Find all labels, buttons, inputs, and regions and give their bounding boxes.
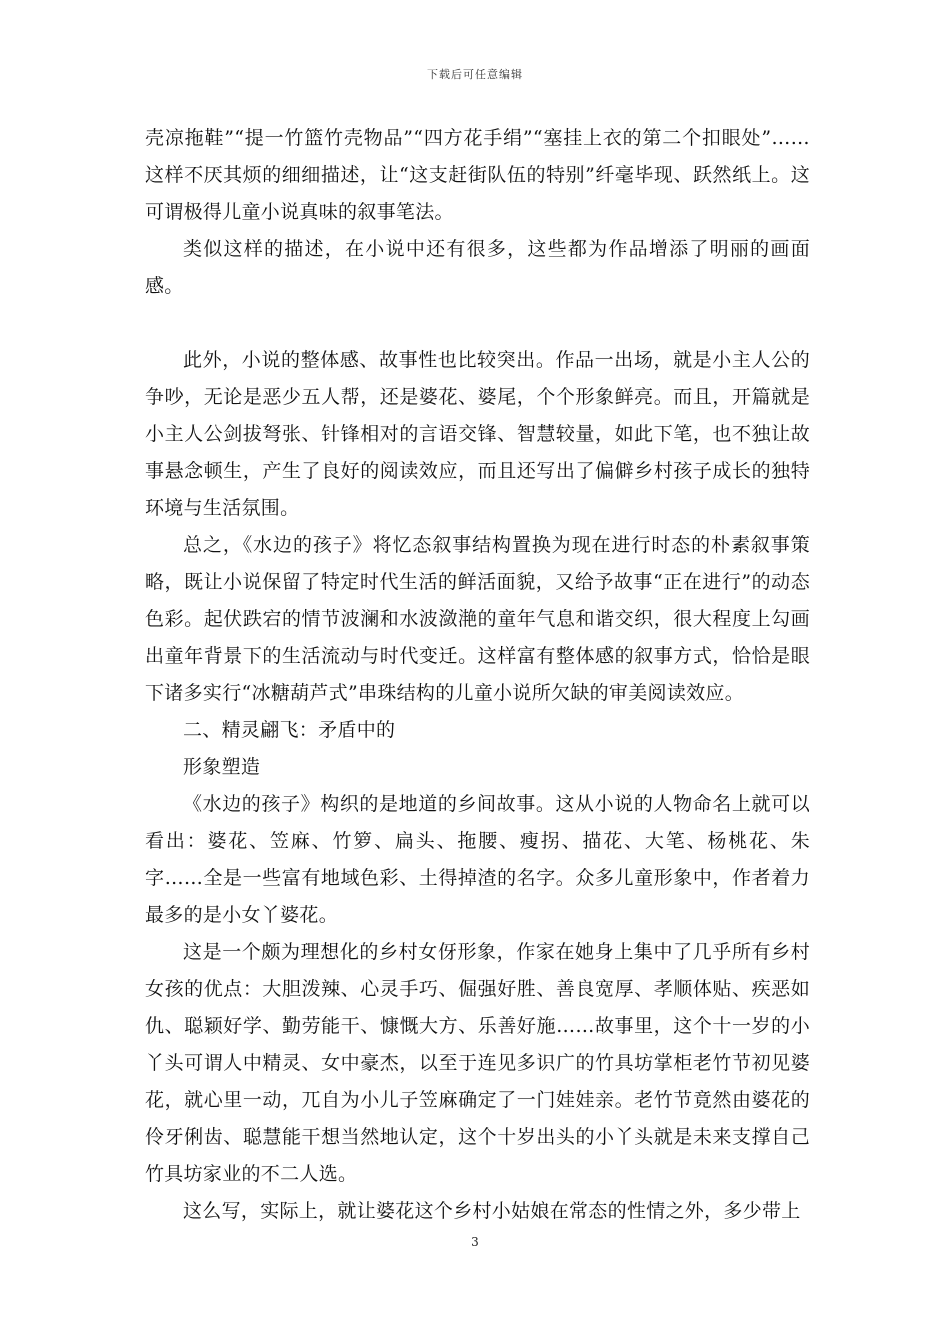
section-heading-line-2: 形象塑造 [183, 756, 261, 778]
paragraph-3: 此外，小说的整体感、故事性也比较突出。作品一出场，就是小主人公的争吵，无论是恶少五人帮，还是婆花、婆尾，个个形象鲜亮。而且，开篇就是小主人公剑拔弩张、针锋相对的言语交锋、智慧较量，如此下笔，也不独让故事悬念顿生，产生了良好的阅读效应，而且还写出了偏僻乡村孩子成长的独特环境与生活氛围。 [145, 349, 810, 519]
page-number: 3 [471, 1235, 479, 1249]
paragraph-6: 这是一个颇为理想化的乡村女伢形象，作家在她身上集中了几乎所有乡村女孩的优点：大胆泼辣、心灵手巧、倔强好胜、善良宽厚、孝顺体贴、疾恶如仇、聪颖好学、勤劳能干、慷慨大方、乐善好施……故事里，这个十一岁的小丫头可谓人中精灵、女中豪杰，以至于连见多识广的竹具坊掌柜老竹节初见婆花，就心里一动，兀自为小儿子笠麻确定了一门娃娃亲。老竹节竟然由婆花的伶牙俐齿、聪慧能干想当然地认定，这个十岁出头的小丫头就是未来支撑自己竹具坊家业的不二人选。 [145, 941, 810, 1185]
page-header: 下载后可任意编辑 [427, 68, 523, 81]
section-heading-line-1: 二、精灵翩飞：矛盾中的 [183, 719, 396, 741]
paragraph-7: 这么写，实际上，就让婆花这个乡村小姑娘在常态的性情之外，多少带上 [183, 1200, 801, 1222]
paragraph-2: 类似这样的描述，在小说中还有很多，这些都为作品增添了明丽的画面感。 [145, 238, 810, 297]
document-body [145, 120, 810, 1230]
paragraph-1: 壳凉拖鞋”“提一竹篮竹壳物品”“四方花手绢”“塞挂上衣的第二个扣眼处”……这样不厌其烦的细细描述，让“这支赶街队伍的特别”纤毫毕现、跃然纸上。这可谓极得儿童小说真味的叙事笔法。 [145, 127, 810, 223]
paragraph-4: 总之，《水边的孩子》将忆态叙事结构置换为现在进行时态的朴素叙事策略，既让小说保留了特定时代生活的鲜活面貌，又给予故事“正在进行”的动态色彩。起伏跌宕的情节波澜和水波潋滟的童年气息和谐交织，很大程度上勾画出童年背景下的生活流动与时代变迁。这样富有整体感的叙事方式，恰恰是眼下诸多实行“冰糖葫芦式”串珠结构的儿童小说所欠缺的审美阅读效应。 [145, 534, 810, 704]
paragraph-5: 《水边的孩子》构织的是地道的乡间故事。这从小说的人物命名上就可以看出：婆花、笠麻、竹箩、扁头、拖腰、瘦拐、描花、大笔、杨桃花、朱字……全是一些富有地域色彩、土得掉渣的名字。众多儿童形象中，作者着力最多的是小女丫婆花。 [145, 793, 810, 926]
